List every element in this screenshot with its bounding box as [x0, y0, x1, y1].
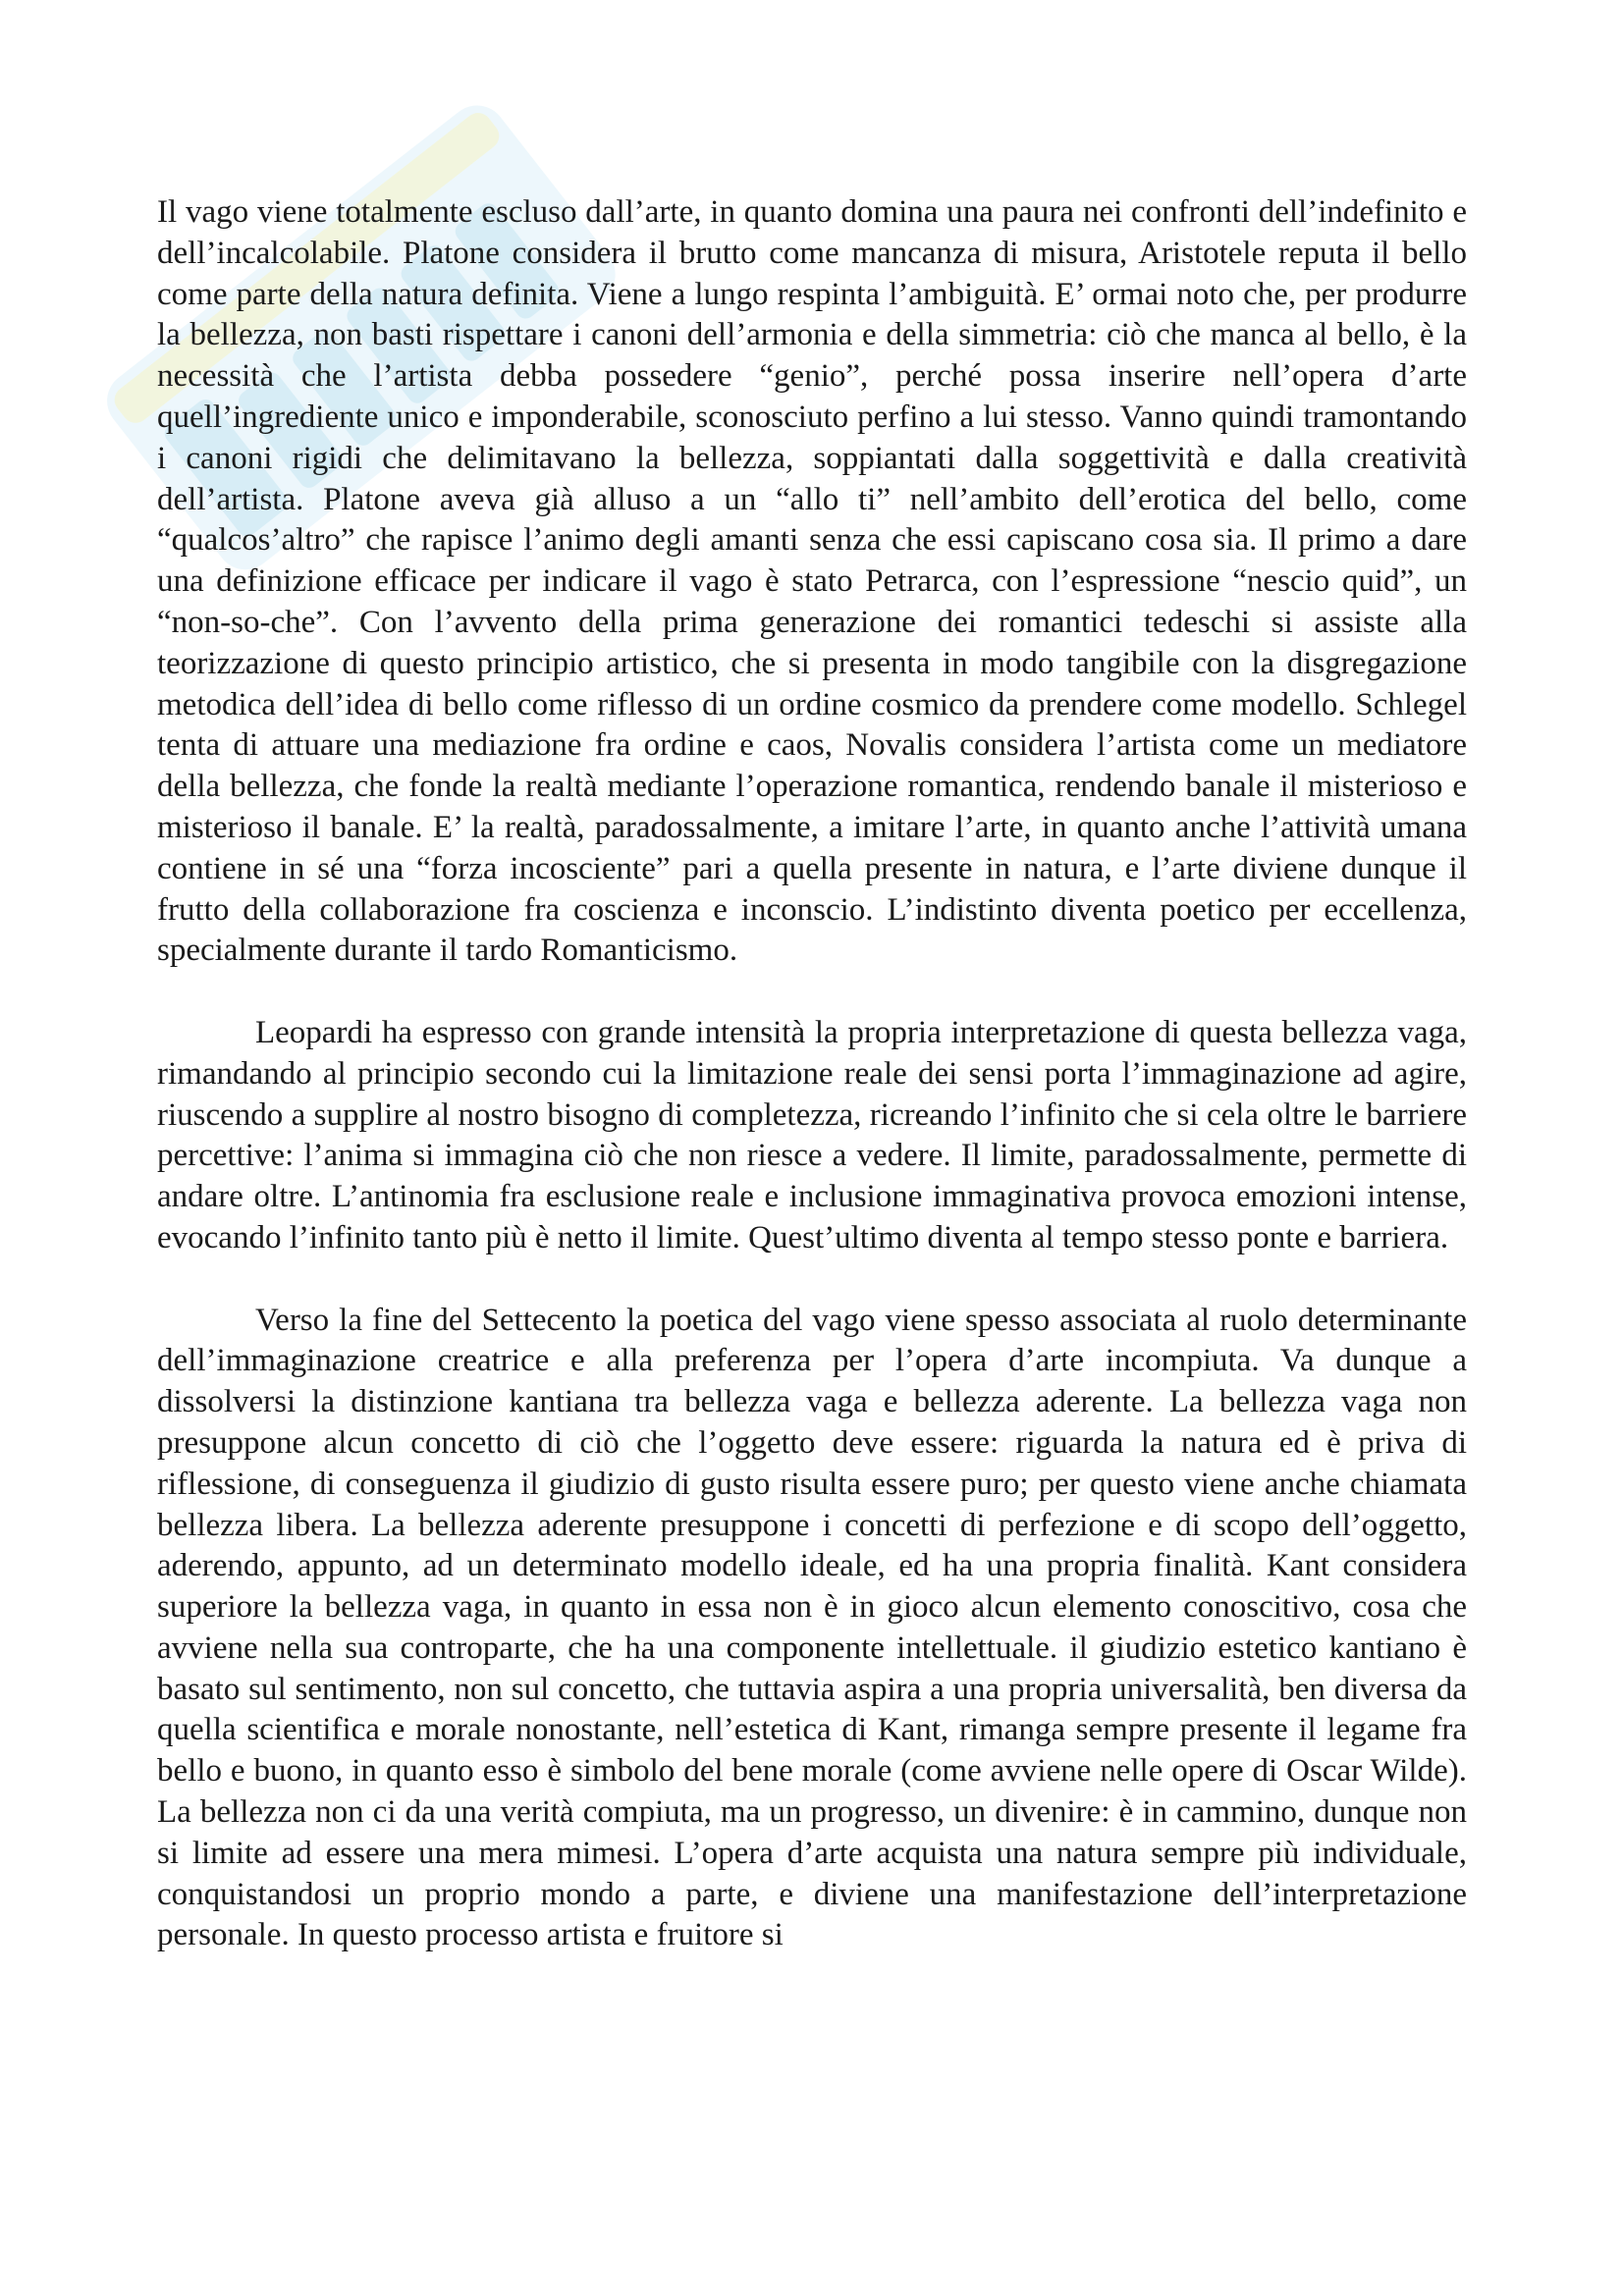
paragraph-2: Leopardi ha espresso con grande intensità la propria interpretazione di questa bellezza vaga, rimandando al principio secondo cui la limitazione reale dei sensi porta l’immaginazione ad agire, riuscendo a supplire al nostro bisogno di completezza, ricreando l’infinito che si cela oltre le barriere percettive: l’anima si immagina ciò che non riesce a vedere. Il limite, paradossalmente, permette di andare oltre. L’antinomia fra esclusione reale e inclusione immaginativa provoca emozioni intense, evocando l’infinito tanto più è netto il limite. Quest’ultimo diventa al tempo stesso ponte e barriera.: [157, 1014, 1467, 1255]
document-page: [157, 192, 1467, 1956]
paragraph-3: Verso la fine del Settecento la poetica del vago viene spesso associata al ruolo determinante dell’immaginazione creatrice e alla preferenza per l’opera d’arte incompiuta. Va dunque a dissolversi la distinzione kantiana tra bellezza vaga e bellezza aderente. La bellezza vaga non presuppone alcun concetto di ciò che l’oggetto deve essere: riguarda la natura ed è priva di riflessione, di conseguenza il giudizio di gusto risulta essere puro; per questo viene anche chiamata bellezza libera. La bellezza aderente presuppone i concetti di perfezione e di scopo dell’oggetto, aderendo, appunto, ad un determinato modello ideale, ed ha una propria finalità. Kant considera superiore la bellezza vaga, in quanto in essa non è in gioco alcun elemento conoscitivo, cosa che avviene nella sua controparte, che ha una componente intellettuale. il giudizio estetico kantiano è basato sul sentimento, non sul concetto, che tuttavia aspira a una propria universalità, ben diversa da quella scientifica e morale nonostante, nell’estetica di Kant, rimanga sempre presente il legame fra bello e buono, in quanto esso è simbolo del bene morale (come avviene nelle opere di Oscar Wilde). La bellezza non ci da una verità compiuta, ma un progresso, un divenire: è in cammino, dunque non si limite ad essere una mera mimesi. L’opera d’arte acquista una natura sempre più individuale, conquistandosi un proprio mondo a parte, e diviene una manifestazione dell’interpretazione personale. In questo processo artista e fruitore si: [157, 1302, 1467, 1953]
paragraph-1: Il vago viene totalmente escluso dall’arte, in quanto domina una paura nei confronti dell’indefinito e dell’incalcolabile. Platone considera il brutto come mancanza di misura, Aristotele reputa il bello come parte della natura definita. Viene a lungo respinta l’ambiguità. E’ ormai noto che, per produrre la bellezza, non basti rispettare i canoni dell’armonia e della simmetria: ciò che manca al bello, è la necessità che l’artista debba possedere “genio”, perché possa inserire nell’opera d’arte quell’ingrediente unico e imponderabile, sconosciuto perfino a lui stesso. Vanno quindi tramontando i canoni rigidi che delimitavano la bellezza, soppiantati dalla soggettività e dalla creatività dell’artista. Platone aveva già alluso a un “allo ti” nell’ambito dell’erotica del bello, come “qualcos’altro” che rapisce l’animo degli amanti senza che essi capiscano cosa sia. Il primo a dare una definizione efficace per indicare il vago è stato Petrarca, con l’espressione “nescio quid”, un “non-so-che”. Con l’avvento della prima generazione dei romantici tedeschi si assiste alla teorizzazione di questo principio artistico, che si presenta in modo tangibile con la disgregazione metodica dell’idea di bello come riflesso di un ordine cosmico da prendere come modello. Schlegel tenta di attuare una mediazione fra ordine e caos, Novalis considera l’artista come un mediatore della bellezza, che fonde la realtà mediante l’operazione romantica, rendendo banale il misterioso e misterioso il banale. E’ la realtà, paradossalmente, a imitare l’arte, in quanto anche l’attività umana contiene in sé una “forza incosciente” pari a quella presente in natura, e l’arte diviene dunque il frutto della collaborazione fra coscienza e inconscio. L’indistinto diventa poetico per eccellenza, specialmente durante il tardo Romanticismo.: [157, 194, 1467, 969]
